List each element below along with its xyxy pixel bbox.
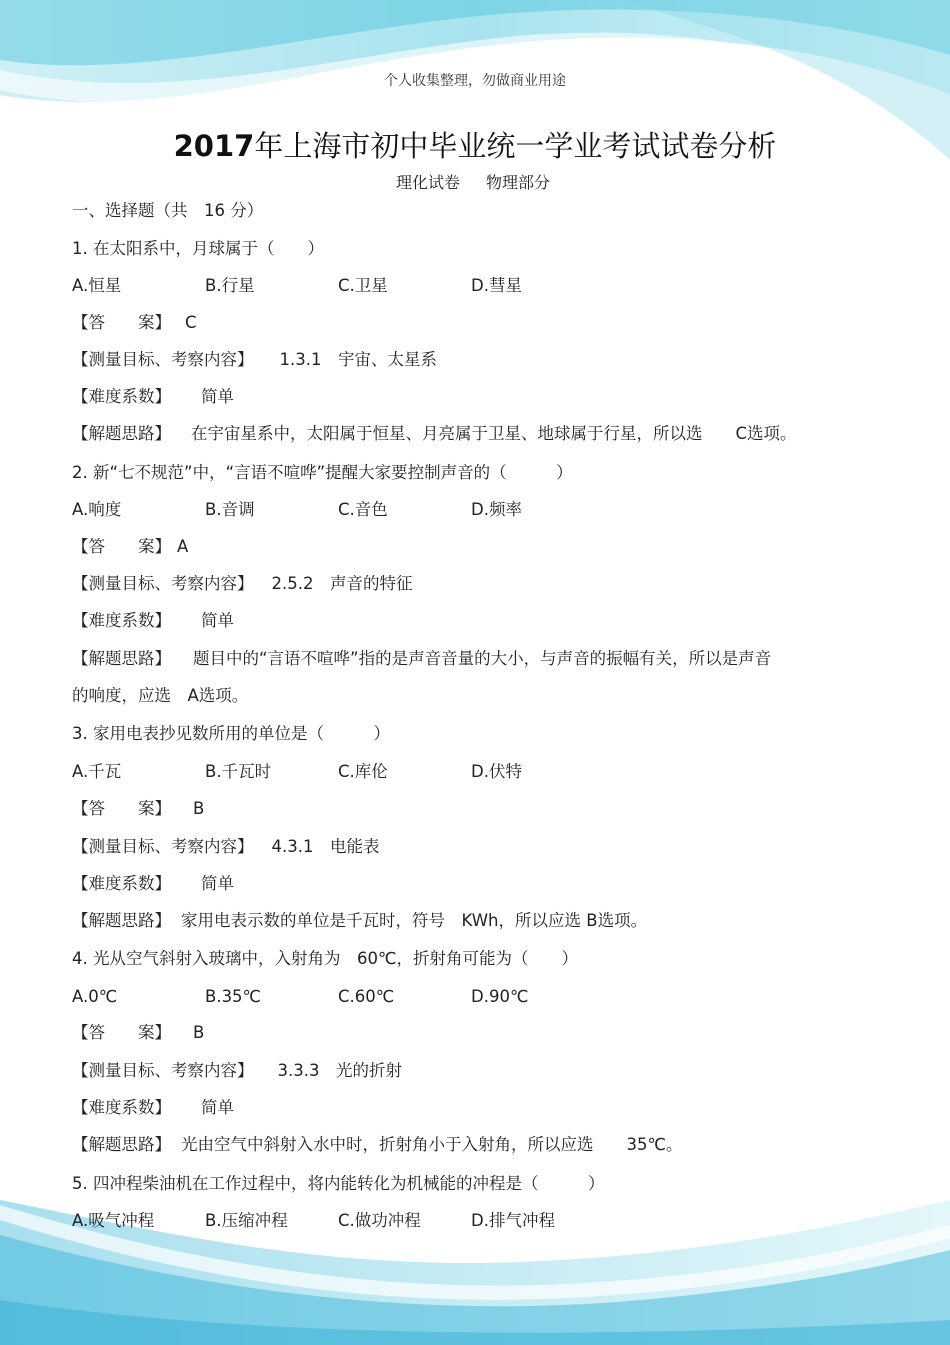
question-2-difficulty bbox=[72, 610, 234, 632]
option-a: A.响度 bbox=[72, 500, 122, 519]
reasoning-text: 题目中的“言语不喧哗”指的是声音音量的大小，与声音的振幅有关，所以是声音 bbox=[193, 649, 772, 668]
answer-value: B bbox=[193, 799, 205, 818]
difficulty-value: 简单 bbox=[201, 387, 234, 406]
option-a: A.0℃ bbox=[72, 987, 118, 1006]
target-value: 2.5.2 声音的特征 bbox=[271, 574, 413, 593]
question-1-reasoning bbox=[72, 423, 797, 445]
answer-label: 【答 案】 bbox=[72, 1023, 171, 1042]
reasoning-label: 【解题思路】 bbox=[72, 1135, 171, 1154]
option-a: A.恒星 bbox=[72, 276, 122, 295]
option-b: B.千瓦时 bbox=[205, 762, 272, 781]
question-2-stem: 2. 新“七不规范”中，“言语不喧哗”提醒大家要控制声音的（ ） bbox=[72, 463, 573, 482]
option-c: C.60℃ bbox=[338, 987, 395, 1006]
reasoning-label: 【解题思路】 bbox=[72, 649, 171, 668]
answer-value: B bbox=[193, 1023, 205, 1042]
option-b: B.35℃ bbox=[205, 987, 262, 1006]
answer-label: 【答 案】 bbox=[72, 313, 171, 332]
watermark-text: 个人收集整理，勿做商业用途 bbox=[384, 73, 566, 89]
difficulty-label: 【难度系数】 bbox=[72, 611, 171, 630]
reasoning-label: 【解题思路】 bbox=[72, 424, 171, 443]
question-2-reasoning bbox=[72, 648, 771, 670]
title-text: 年上海市初中毕业统一学业考试试卷分析 bbox=[254, 129, 777, 163]
target-label: 【测量目标、考察内容】 bbox=[72, 1061, 254, 1080]
difficulty-value: 简单 bbox=[201, 1098, 234, 1117]
difficulty-value: 简单 bbox=[201, 611, 234, 630]
question-2-reasoning-cont: 的响度，应选 A选项。 bbox=[72, 686, 249, 705]
target-label: 【测量目标、考察内容】 bbox=[72, 350, 254, 369]
target-label: 【测量目标、考察内容】 bbox=[72, 837, 254, 856]
reasoning-text: 光由空气中斜射入水中时，折射角小于入射角，所以应选 35℃。 bbox=[181, 1135, 683, 1154]
reasoning-text: 家用电表示数的单位是千瓦时，符号 KWh，所以应选 B选项。 bbox=[181, 911, 648, 930]
option-a: A.千瓦 bbox=[72, 762, 122, 781]
reasoning-label: 【解题思路】 bbox=[72, 911, 171, 930]
target-value: 4.3.1 电能表 bbox=[271, 837, 380, 856]
option-d: D.90℃ bbox=[471, 987, 529, 1006]
option-d: D.排气冲程 bbox=[471, 1211, 555, 1230]
difficulty-label: 【难度系数】 bbox=[72, 874, 171, 893]
title-year: 2017 bbox=[173, 129, 255, 163]
question-1-difficulty bbox=[72, 386, 234, 408]
subtitle-paper: 理化试卷 bbox=[396, 173, 461, 192]
question-2-target bbox=[72, 573, 412, 595]
question-1-answer bbox=[72, 312, 197, 334]
subtitle-part: 物理部分 bbox=[486, 173, 551, 192]
document-title bbox=[0, 128, 950, 164]
question-3-reasoning bbox=[72, 910, 647, 932]
question-2-answer bbox=[72, 536, 188, 558]
document-subtitle bbox=[396, 170, 576, 193]
option-b: B.压缩冲程 bbox=[205, 1211, 288, 1230]
difficulty-label: 【难度系数】 bbox=[72, 1098, 171, 1117]
difficulty-value: 简单 bbox=[201, 874, 234, 893]
question-3-target bbox=[72, 836, 379, 858]
option-c: C.库伦 bbox=[338, 762, 388, 781]
question-4-answer bbox=[72, 1022, 204, 1044]
question-4-reasoning bbox=[72, 1134, 683, 1156]
option-c: C.做功冲程 bbox=[338, 1211, 421, 1230]
section-heading: 一、选择题（共 16 分） bbox=[72, 201, 264, 220]
option-b: B.音调 bbox=[205, 500, 255, 519]
question-4-stem: 4. 光从空气斜射入玻璃中，入射角为 60℃，折射角可能为（ ） bbox=[72, 949, 579, 968]
question-4-target bbox=[72, 1060, 402, 1082]
question-3-answer bbox=[72, 798, 204, 820]
option-a: A.吸气冲程 bbox=[72, 1211, 155, 1230]
answer-label: 【答 案】 bbox=[72, 537, 171, 556]
question-3-difficulty bbox=[72, 873, 234, 895]
question-5-stem: 5. 四冲程柴油机在工作过程中，将内能转化为机械能的冲程是（ ） bbox=[72, 1174, 605, 1193]
question-4-difficulty bbox=[72, 1097, 234, 1119]
option-d: D.彗星 bbox=[471, 276, 522, 295]
option-b: B.行星 bbox=[205, 276, 255, 295]
option-c: C.卫星 bbox=[338, 276, 388, 295]
answer-value: A bbox=[177, 537, 189, 556]
target-value: 3.3.3 光的折射 bbox=[277, 1061, 402, 1080]
reasoning-text: 在宇宙星系中，太阳属于恒星、月亮属于卫星、地球属于行星，所以选 C选项。 bbox=[191, 424, 797, 443]
answer-value: C bbox=[185, 313, 197, 332]
question-1-stem: 1. 在太阳系中，月球属于（ ） bbox=[72, 239, 324, 258]
option-c: C.音色 bbox=[338, 500, 388, 519]
option-d: D.频率 bbox=[471, 500, 522, 519]
target-label: 【测量目标、考察内容】 bbox=[72, 574, 254, 593]
difficulty-label: 【难度系数】 bbox=[72, 387, 171, 406]
option-d: D.伏特 bbox=[471, 762, 522, 781]
answer-label: 【答 案】 bbox=[72, 799, 171, 818]
question-1-target bbox=[72, 349, 437, 371]
question-3-stem: 3. 家用电表抄见数所用的单位是（ ） bbox=[72, 724, 390, 743]
target-value: 1.3.1 宇宙、太星系 bbox=[279, 350, 437, 369]
